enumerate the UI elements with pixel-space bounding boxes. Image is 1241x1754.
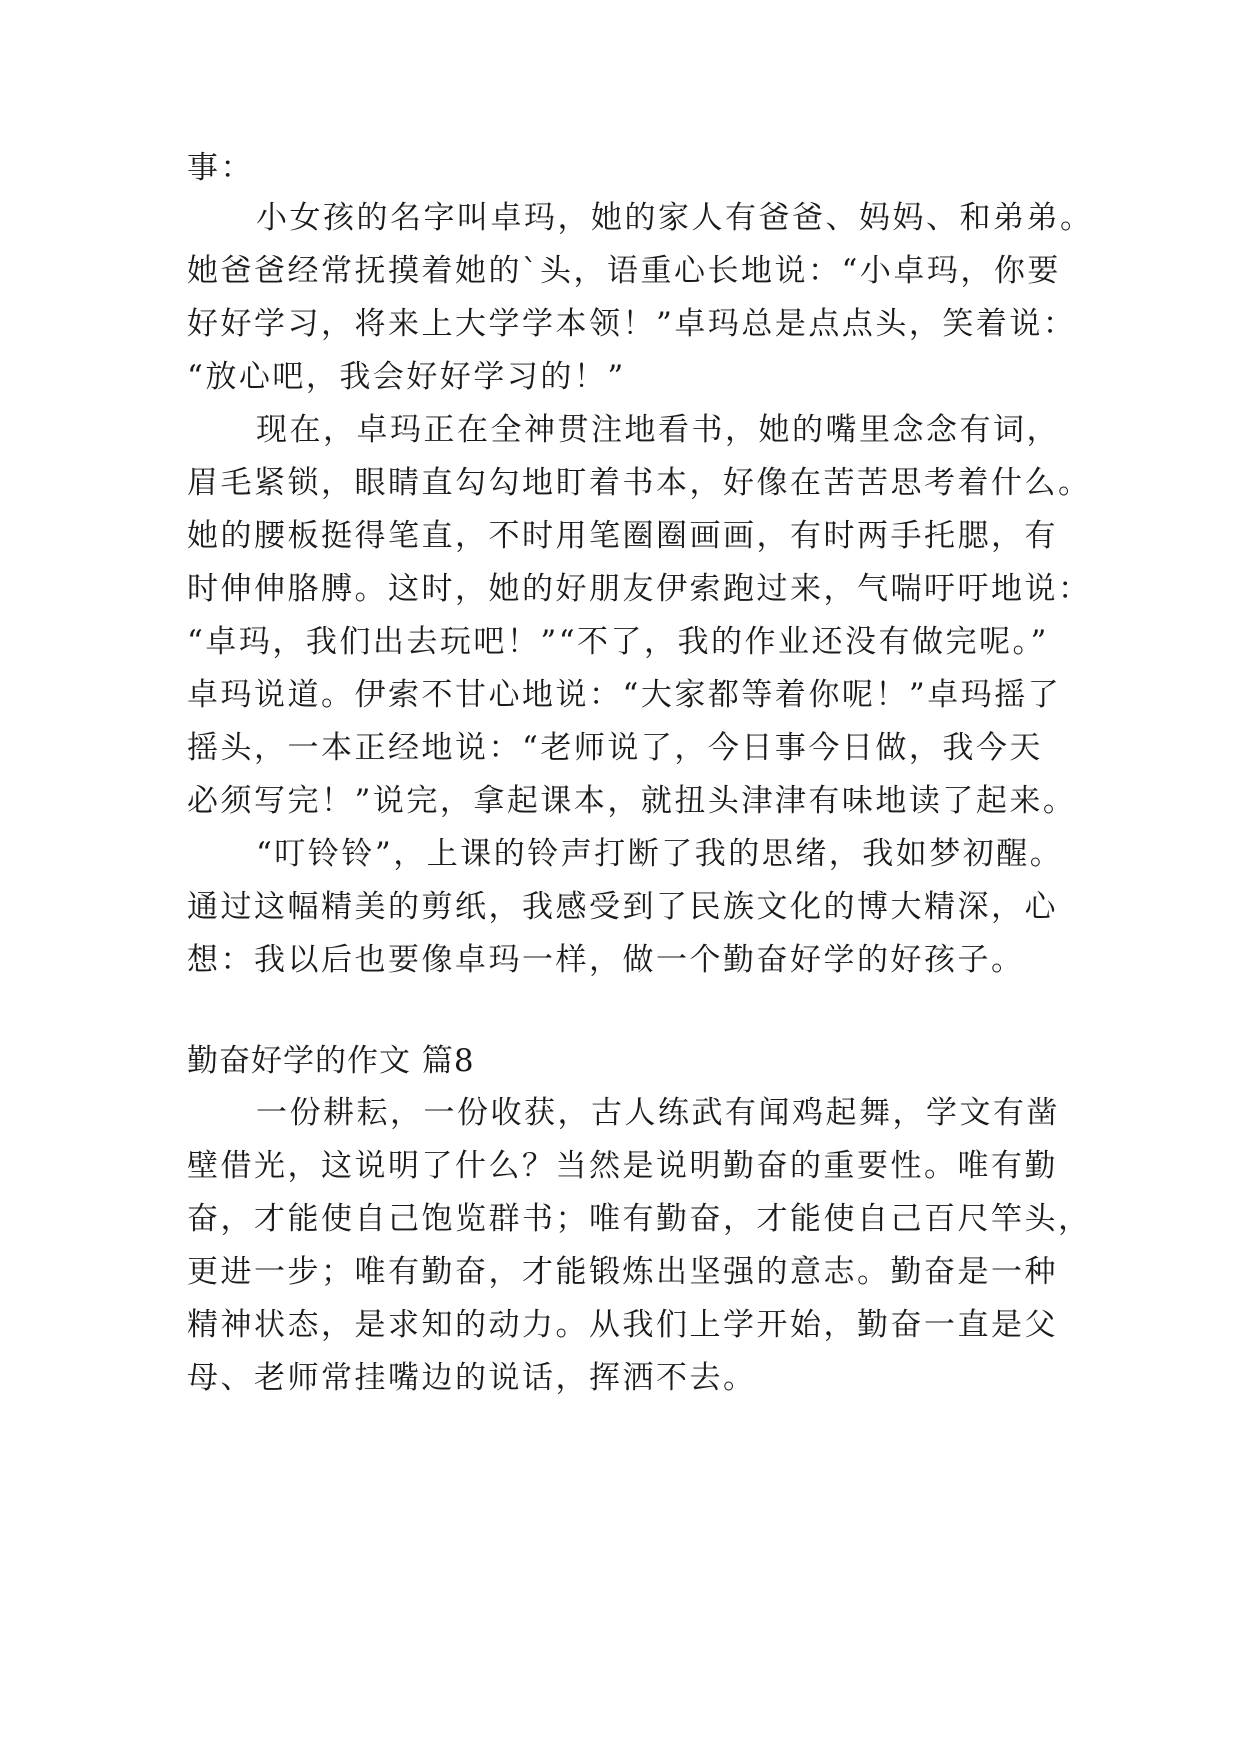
story-p1-line-2: 她爸爸经常抚摸着她的`头，语重心长地说：“小卓玛，你要 bbox=[187, 253, 1061, 289]
story-p1-line-3: 好好学习，将来上大学学本领！”卓玛总是点点头，笑着说： bbox=[187, 306, 1077, 342]
story-p2-line-7: 摇头，一本正经地说：“老师说了，今日事今日做，我今天 bbox=[187, 730, 1043, 766]
essay-p1-line-3: 奋，才能使自己饱览群书；唯有勤奋，才能使自己百尺竿头， bbox=[187, 1201, 1092, 1237]
intro-fragment: 事： bbox=[187, 150, 254, 186]
story-p2-line-2: 眉毛紧锁，眼睛直勾勾地盯着书本，好像在苦苦思考着什么。 bbox=[187, 465, 1092, 501]
story-p2-line-3: 她的腰板挺得笔直，不时用笔圈圈画画，有时两手托腮，有 bbox=[187, 518, 1058, 554]
essay-p1-line-5: 精神状态，是求知的动力。从我们上学开始，勤奋一直是父 bbox=[187, 1307, 1058, 1343]
story-p3-line-2: 通过这幅精美的剪纸，我感受到了民族文化的博大精深，心 bbox=[187, 889, 1058, 925]
story-p3-line-1: “叮铃铃”，上课的铃声打断了我的思绪，我如梦初醒。 bbox=[256, 836, 1064, 872]
story-p1-line-4: “放心吧，我会好好学习的！” bbox=[187, 359, 626, 395]
essay-p1-line-6: 母、老师常挂嘴边的说话，挥洒不去。 bbox=[187, 1360, 757, 1396]
story-p2-line-8: 必须写完！”说完，拿起课本，就扭头津津有味地读了起来。 bbox=[187, 783, 1077, 819]
story-p1-line-1: 小女孩的名字叫卓玛，她的家人有爸爸、妈妈、和弟弟。 bbox=[256, 200, 1094, 236]
essay-p1-line-2: 壁借光，这说明了什么？当然是说明勤奋的重要性。唯有勤 bbox=[187, 1148, 1058, 1184]
story-p2-line-1: 现在，卓玛正在全神贯注地看书，她的嘴里念念有词， bbox=[256, 412, 1060, 448]
essay-p1-line-4: 更进一步；唯有勤奋，才能锻炼出坚强的意志。勤奋是一种 bbox=[187, 1254, 1058, 1290]
story-p2-line-4: 时伸伸胳膊。这时，她的好朋友伊索跑过来，气喘吁吁地说： bbox=[187, 571, 1092, 607]
story-p2-line-5: “卓玛，我们出去玩吧！”“不了，我的作业还没有做完呢。” bbox=[187, 624, 1049, 660]
story-p2-line-6: 卓玛说道。伊索不甘心地说：“大家都等着你呢！”卓玛摇了 bbox=[187, 677, 1062, 713]
section-heading: 勤奋好学的作文 篇8 bbox=[187, 1043, 475, 1079]
essay-p1-line-1: 一份耕耘，一份收获，古人练武有闻鸡起舞，学文有凿 bbox=[256, 1095, 1060, 1131]
story-p3-line-3: 想：我以后也要像卓玛一样，做一个勤奋好学的好孩子。 bbox=[187, 942, 1025, 978]
